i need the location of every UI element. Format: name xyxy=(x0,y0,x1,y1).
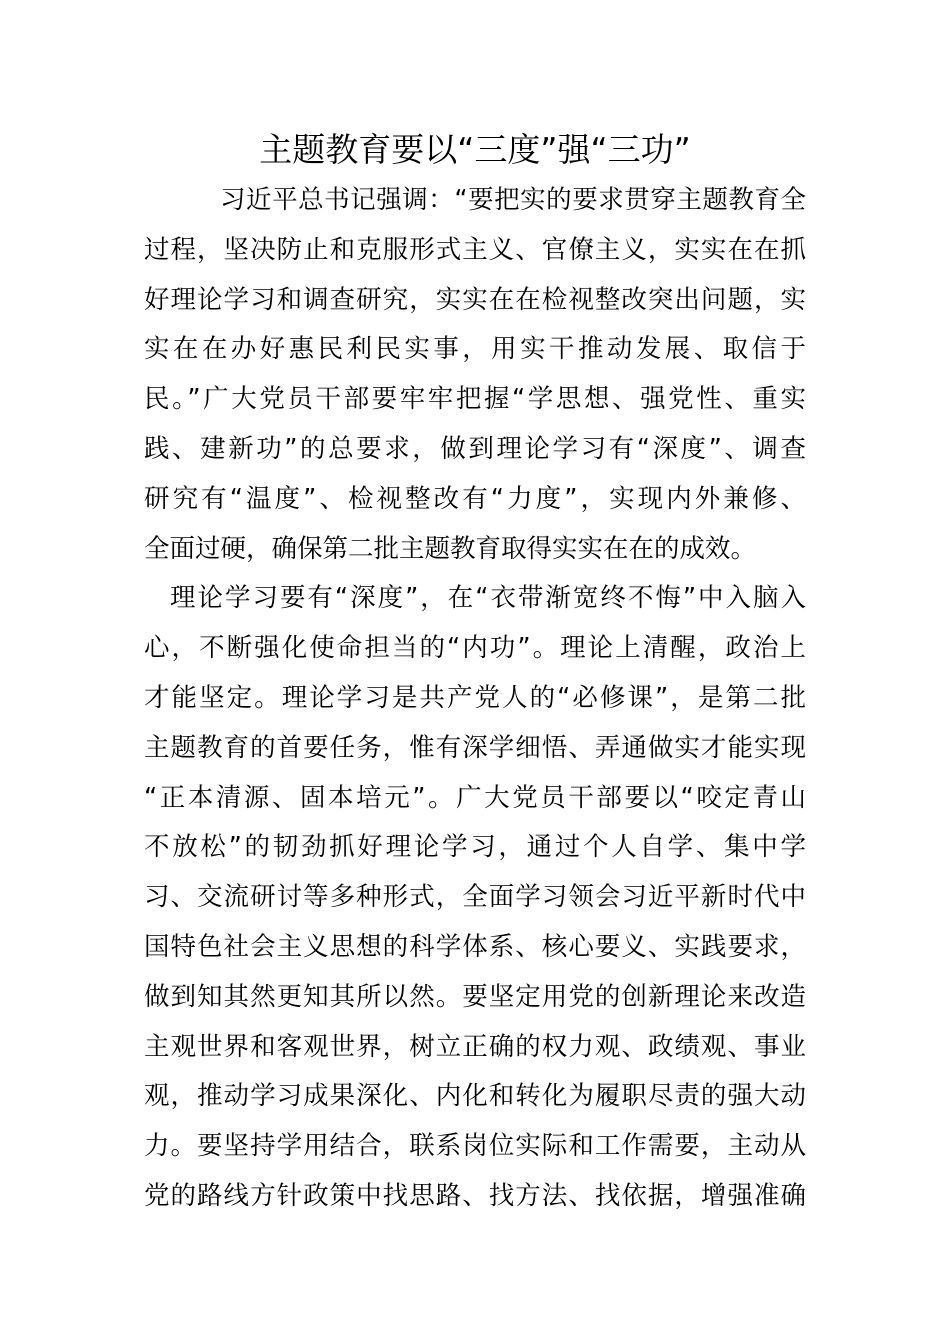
body-line: 心，不断强化使命担当的“内功”。理论上清醒，政治上 xyxy=(144,633,806,664)
body-line: 党的路线方针政策中找思路、找方法、找依据，增强准确 xyxy=(144,1180,806,1211)
body-line: 理论学习要有“深度”，在“衣带渐宽终不悔”中入脑入 xyxy=(170,583,806,614)
body-line: 实在在办好惠民利民实事，用实干推动发展、取信于 xyxy=(144,334,806,365)
body-line: 过程，坚决防止和克服形式主义、官僚主义，实实在在抓 xyxy=(144,234,806,265)
body-line: 好理论学习和调查研究，实实在在检视整改突出问题，实 xyxy=(144,284,806,315)
body-line: 民。”广大党员干部要牢牢把握“学思想、强党性、重实 xyxy=(144,384,806,415)
body-line: 主观世界和客观世界，树立正确的权力观、政绩观、事业 xyxy=(144,1031,806,1062)
body-line: 不放松”的韧劲抓好理论学习，通过个人自学、集中学 xyxy=(144,832,806,863)
body-line: 观，推动学习成果深化、内化和转化为履职尽责的强大动 xyxy=(144,1081,806,1112)
document-title: 主题教育要以“三度”强“三功” xyxy=(259,130,691,169)
document-body xyxy=(144,176,806,1222)
body-line: 全面过硬，确保第二批主题教育取得实实在在的成效。 xyxy=(144,533,757,564)
body-line: 研究有“温度”、检视整改有“力度”，实现内外兼修、 xyxy=(144,483,806,514)
body-line: 践、建新功”的总要求，做到理论学习有“深度”、调查 xyxy=(144,433,806,464)
body-line: “正本清源、固本培元”。广大党员干部要以“咬定青山 xyxy=(144,782,806,813)
body-line: 主题教育的首要任务，惟有深学细悟、弄通做实才能实现 xyxy=(144,732,806,763)
body-line: 做到知其然更知其所以然。要坚定用党的创新理论来改造 xyxy=(144,981,806,1012)
body-line: 才能坚定。理论学习是共产党人的“必修课”，是第二批 xyxy=(144,682,806,713)
body-line: 力。要坚持学用结合，联系岗位实际和工作需要，主动从 xyxy=(144,1131,806,1162)
body-line: 习、交流研讨等多种形式，全面学习领会习近平新时代中 xyxy=(144,882,806,913)
body-line: 国特色社会主义思想的科学体系、核心要义、实践要求， xyxy=(144,931,806,962)
body-line: 习近平总书记强调：“要把实的要求贯穿主题教育全 xyxy=(220,185,806,215)
